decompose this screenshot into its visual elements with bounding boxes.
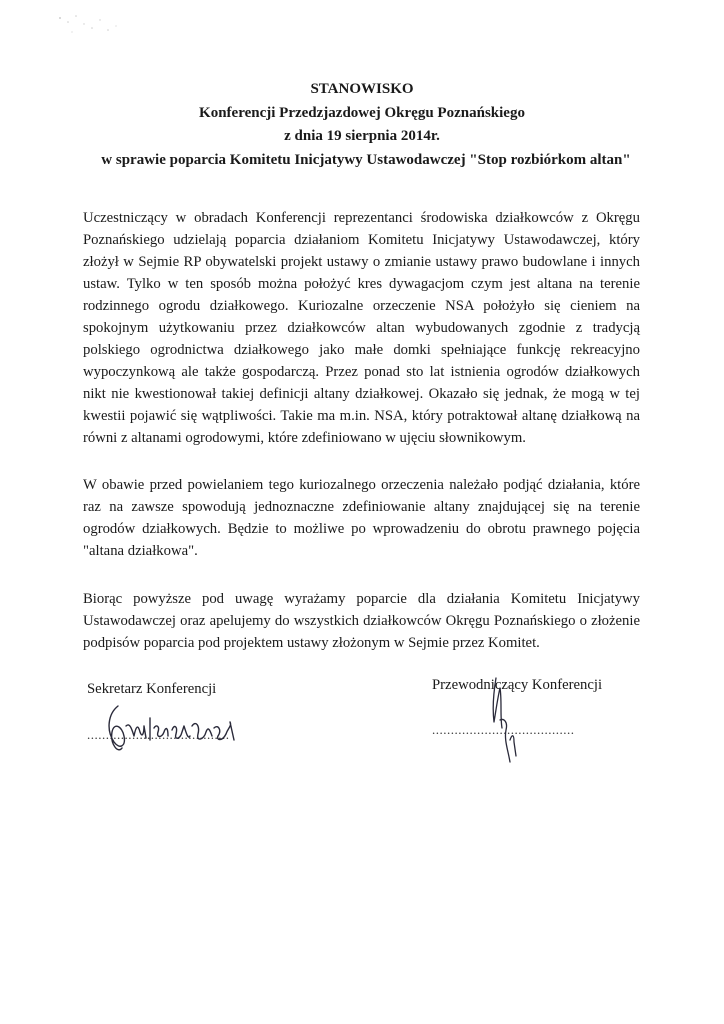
secretary-signature-line: ......................................	[87, 727, 230, 742]
document-date: z dnia 19 sierpnia 2014r.	[284, 128, 440, 144]
document-subtitle: Konferencji Przedzjazdowej Okręgu Poznańskiego	[199, 104, 525, 121]
secretary-signature	[100, 696, 250, 758]
chairman-label: Przewodniczący Konferencji	[432, 677, 603, 693]
chairman-signature-line: ......................................	[432, 722, 575, 737]
document-title: STANOWISKO	[310, 81, 414, 97]
paragraph-3: Biorąc powyższe pod uwagę wyrażamy poparcie dla działania Komitetu Inicjatywy Ustawodawczej oraz apelujemy do wszystkich działkowców Okręgu Poznańskiego o złożenie podpisów poparcia pod projektem ustawy złożonym w Sejmie przez Komitet.	[83, 591, 640, 651]
document-header	[0, 78, 724, 172]
secretary-label: Sekretarz Konferencji	[87, 681, 217, 697]
chairman-signature	[470, 670, 540, 770]
document-subject: w sprawie poparcia Komitetu Inicjatywy Ustawodawczej "Stop rozbiórkom altan"	[101, 151, 631, 168]
scan-artifact	[50, 10, 130, 50]
paragraph-1: Uczestniczący w obradach Konferencji reprezentanci środowiska działkowców z Okręgu Poznańskiego udzielają poparcia działaniom Komitetu Inicjatywy Ustawodawczej, który złożył w Sejmie RP obywatelski projekt ustawy o zmianie ustawy prawo budowlane i innych ustaw. Tylko w ten sposób można położyć kres dywagacjom czym jest altana na terenie rodzinnego ogrodu działkowego. Kuriozalne orzeczenie NSA położyło się cieniem na spokojnym użytkowaniu przez działkowców altan wybudowanych zgodnie z tradycją polskiego ogrodnictwa działkowego jako małe domki spełniające funkcję rekreacyjno wypoczynkową ale także gospodarczą. Przez ponad sto lat istnienia ogrodów działkowych nikt nie kwestionował takiej definicji altany działkowej. Okazało się jednak, że mogą w tej kwestii pojawić się wątpliwości. Takie ma m.in. NSA, który potraktował altanę działkową na równi z altanami ogrodowymi, które zdefiniowano w ujęciu słownikowym.	[83, 210, 640, 446]
paragraph-2: W obawie przed powielaniem tego kuriozalnego orzeczenia należało podjąć działania, które raz na zawsze spowodują jednoznaczne zdefiniowanie altany znajdującej się na terenie ogrodów działkowych. Będzie to możliwe po wprowadzeniu do obrotu prawnego pojęcia "altana działkowa".	[83, 477, 640, 559]
